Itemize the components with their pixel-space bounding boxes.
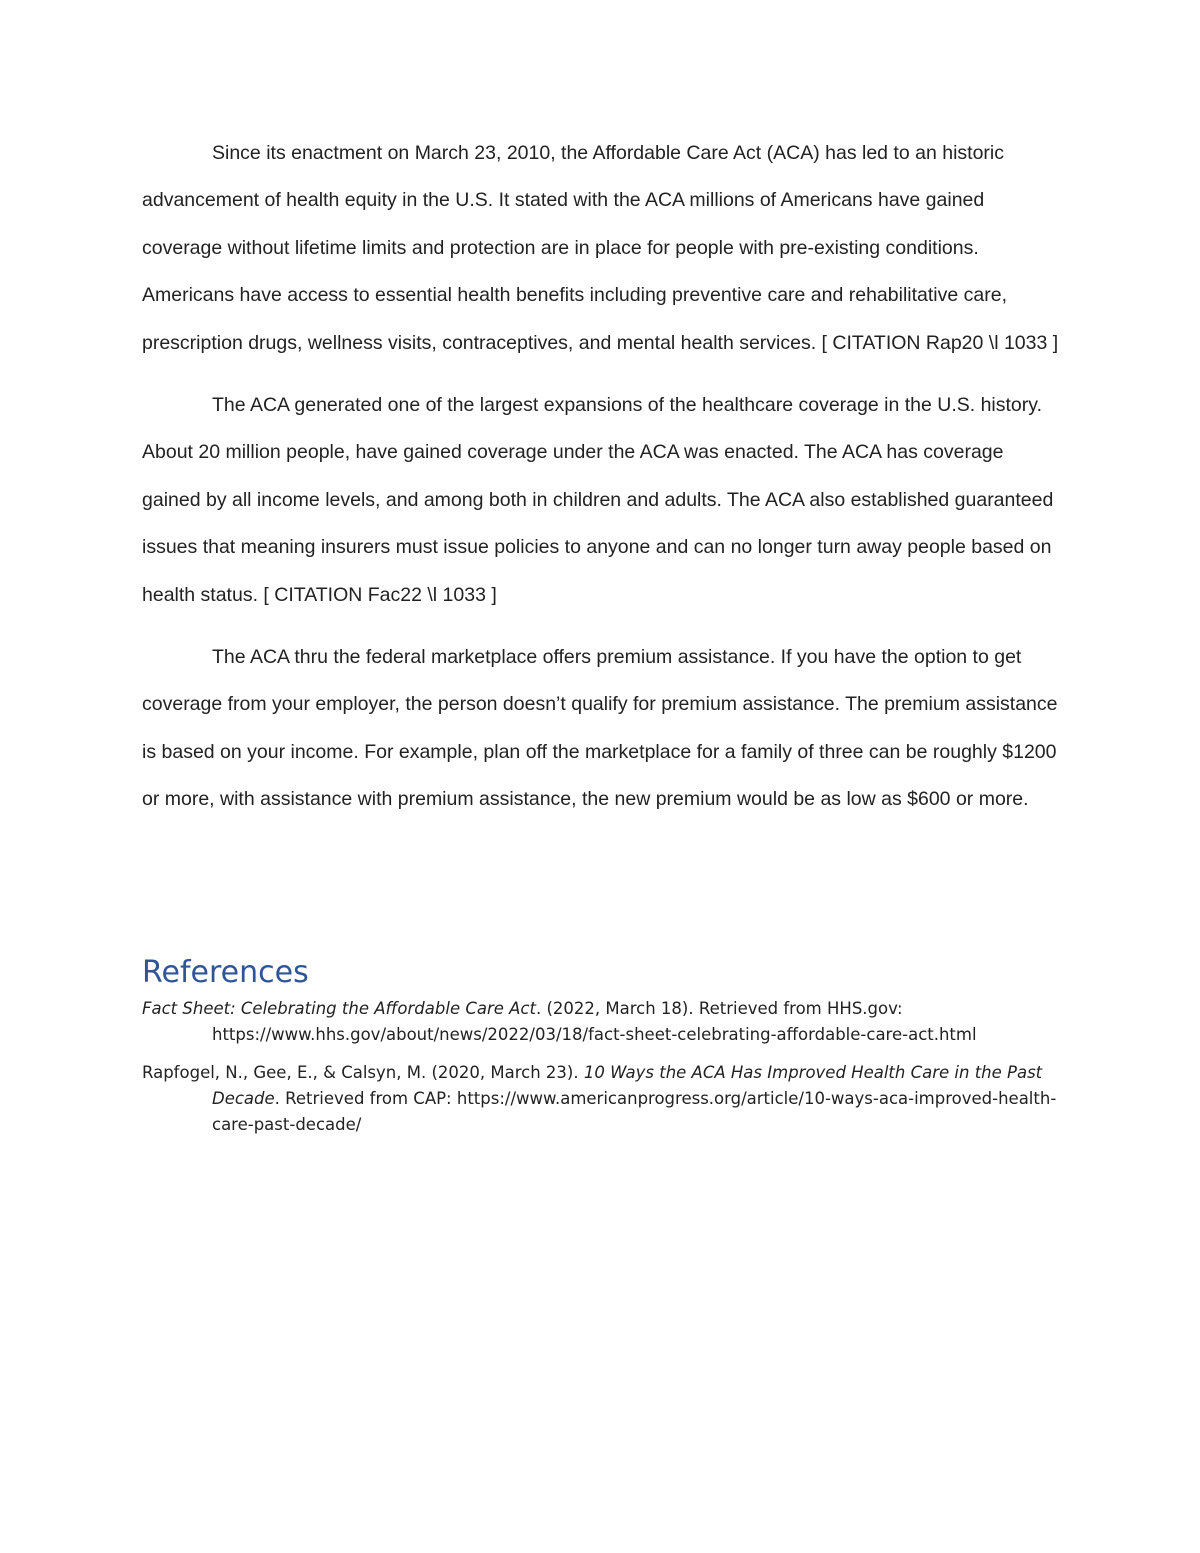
- references-section: [142, 950, 1062, 1150]
- reference-details: . (2022, March 18). Retrieved from HHS.gov: https://www.hhs.gov/about/news/2022/03/18/fact-sheet-celebrating-affordable-care-act.html: [212, 999, 977, 1044]
- reference-title: 10 Ways the ACA Has Improved Health Care in the Past Decade: [212, 1063, 1043, 1108]
- reference-title: Fact Sheet: Celebrating the Affordable Care Act: [142, 999, 536, 1018]
- reference-entry-cap: [142, 1060, 1062, 1138]
- reference-entry-hhs: [142, 996, 1062, 1048]
- paragraph-coverage-expansion: The ACA generated one of the largest expansions of the healthcare coverage in the U.S. history. About 20 million people, have gained coverage under the ACA was enacted. The ACA has coverage gained by all income levels, and among both in children and adults. The ACA also established guaranteed issues that meaning insurers must issue policies to anyone and can no longer turn away people based on health status. [ CITATION Fac22 \l 1033 ]: [142, 394, 1054, 606]
- body-text: [142, 130, 1062, 839]
- reference-details: . Retrieved from CAP: https://www.americanprogress.org/article/10-ways-aca-improved-health-care-past-decade/: [212, 1089, 1057, 1134]
- paragraph-aca-enactment: Since its enactment on March 23, 2010, the Affordable Care Act (ACA) has led to an historic advancement of health equity in the U.S. It stated with the ACA millions of Americans have gained coverage without lifetime limits and protection are in place for people with pre-existing conditions. Americans have access to essential health benefits including preventive care and rehabilitative care, prescription drugs, wellness visits, contraceptives, and mental health services. [ CITATION Rap20 \l 1033 ]: [142, 142, 1059, 354]
- reference-authors: Rapfogel, N., Gee, E., & Calsyn, M. (2020, March 23).: [142, 1063, 584, 1082]
- paragraph-premium-assistance: The ACA thru the federal marketplace offers premium assistance. If you have the option to get coverage from your employer, the person doesn’t qualify for premium assistance. The premium assistance is based on your income. For example, plan off the marketplace for a family of three can be roughly $1200 or more, with assistance with premium assistance, the new premium would be as low as $600 or more.: [142, 646, 1058, 811]
- references-heading: References: [142, 955, 309, 990]
